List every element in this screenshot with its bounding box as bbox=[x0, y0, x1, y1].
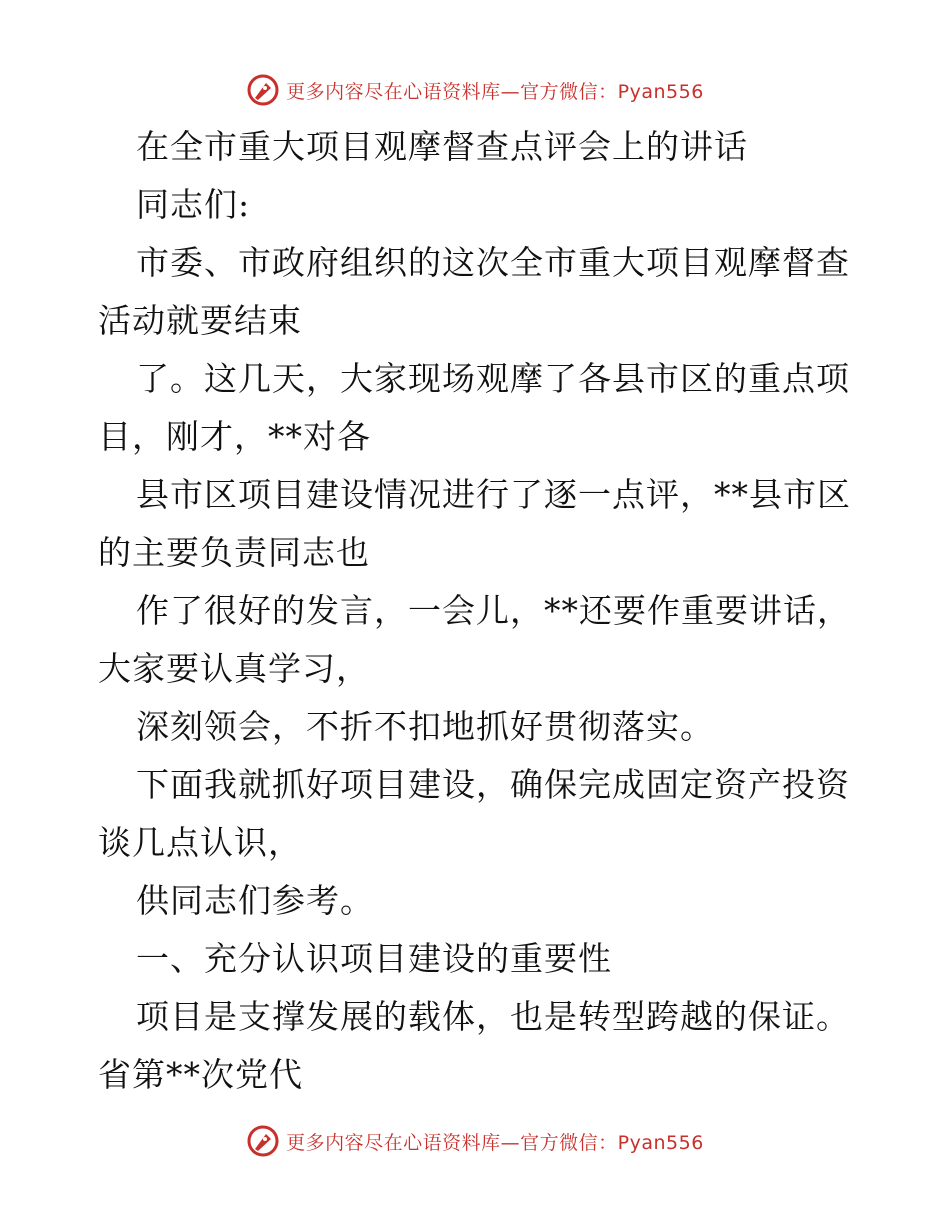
document-body bbox=[98, 118, 858, 1104]
text-line: 省第**次党代 bbox=[98, 1055, 303, 1094]
text-line: 深刻领会，不折不扣地抓好贯彻落实。 bbox=[136, 707, 714, 746]
text-line: 作了很好的发言，一会儿，**还要作重要讲话， bbox=[136, 591, 851, 630]
pen-nib-logo-icon bbox=[246, 1124, 280, 1158]
text-line: 市委、市政府组织的这次全市重大项目观摩督查 bbox=[136, 243, 850, 282]
text-line: 供同志们参考。 bbox=[136, 881, 374, 920]
header-banner bbox=[0, 70, 950, 110]
text-line: 县市区项目建设情况进行了逐一点评，**县市区 bbox=[136, 475, 851, 514]
text-line: 大家要认真学习， bbox=[98, 649, 370, 688]
salutation: 同志们: bbox=[136, 185, 251, 224]
text-line: 了。这几天，大家现场观摩了各县市区的重点项 bbox=[136, 359, 850, 398]
text-line: 目，刚才，**对各 bbox=[98, 417, 371, 456]
header-banner-text: 更多内容尽在心语资料库—官方微信：Pyan556 bbox=[286, 80, 704, 103]
text-line: 的主要负责同志也 bbox=[98, 533, 370, 572]
speech-title: 在全市重大项目观摩督查点评会上的讲话 bbox=[136, 127, 748, 166]
text-line: 下面我就抓好项目建设，确保完成固定资产投资 bbox=[136, 765, 850, 804]
text-line: 项目是支撑发展的载体，也是转型跨越的保证。 bbox=[136, 997, 850, 1036]
pen-nib-logo-icon bbox=[246, 73, 280, 107]
footer-banner-text: 更多内容尽在心语资料库—官方微信：Pyan556 bbox=[286, 1131, 704, 1154]
section-heading: 一、充分认识项目建设的重要性 bbox=[136, 939, 612, 978]
text-line: 活动就要结束 bbox=[98, 301, 302, 340]
text-line: 谈几点认识， bbox=[98, 823, 302, 862]
footer-banner bbox=[0, 1121, 950, 1161]
